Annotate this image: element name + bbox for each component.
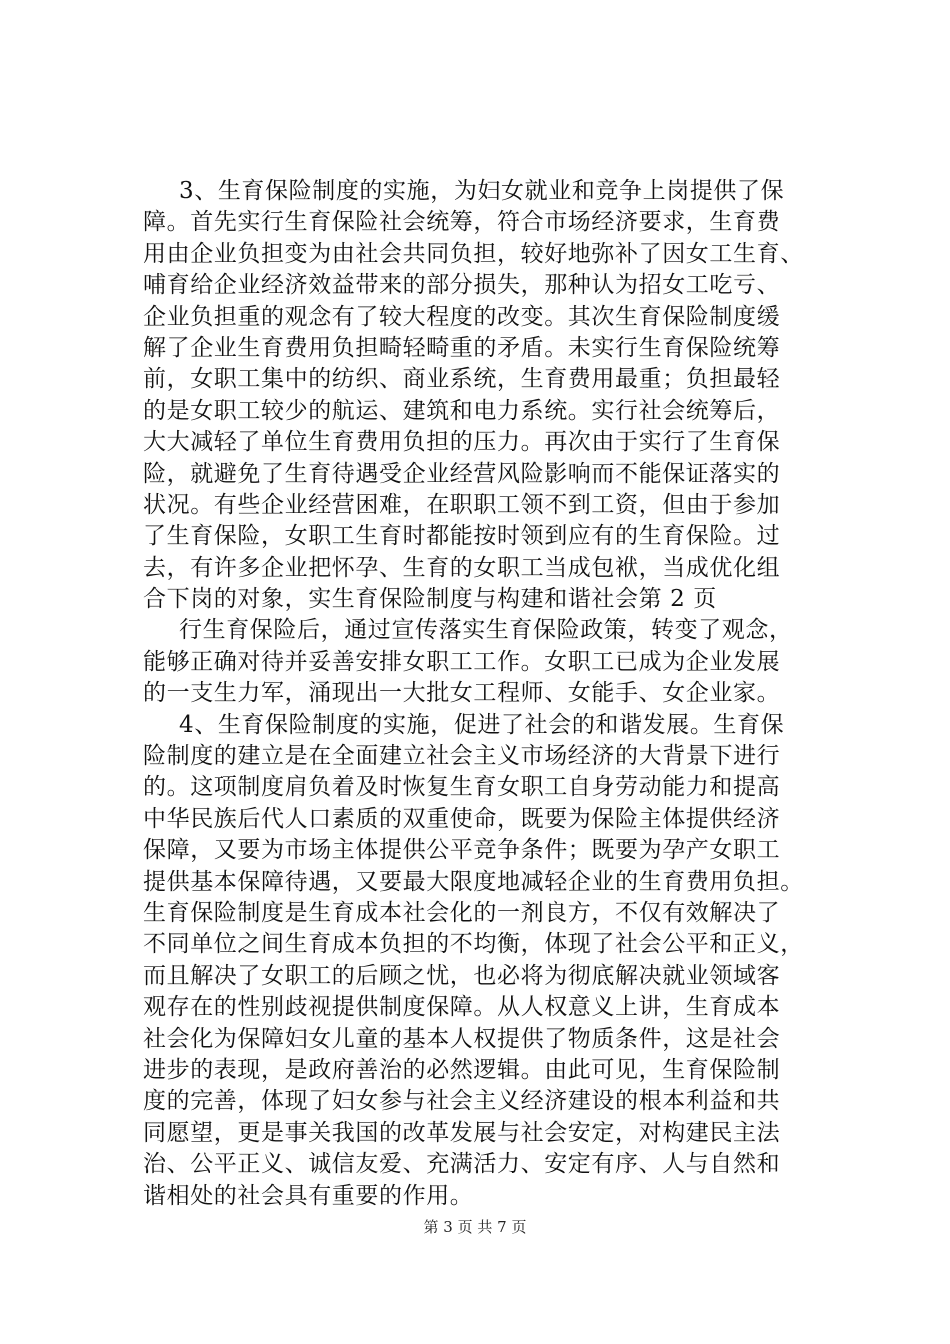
text-line: 险，就避免了生育待遇受企业经营风险影响而不能保证落实的 [143, 460, 781, 487]
text-line: 不同单位之间生育成本负担的不均衡，体现了社会公平和正义， [143, 931, 804, 958]
text-line: 行生育保险后，通过宣传落实生育保险政策，转变了观念， [179, 617, 793, 644]
text-line: 企业负担重的观念有了较大程度的改变。其次生育保险制度缓 [143, 303, 781, 330]
text-line: 险制度的建立是在全面建立社会主义市场经济的大背景下进行 [143, 743, 781, 770]
text-line: 障。首先实行生育保险社会统筹，符合市场经济要求，生育费 [143, 209, 781, 236]
text-line: 哺育给企业经济效益带来的部分损失，那种认为招女工吃亏、 [143, 272, 781, 299]
text-line: 合下岗的对象，实生育保险制度与构建和谐社会第 2 页 [143, 586, 717, 613]
text-line: 前，女职工集中的纺织、商业系统，生育费用最重；负担最轻 [143, 366, 781, 393]
text-line: 社会化为保障妇女儿童的基本人权提供了物质条件，这是社会 [143, 1025, 781, 1052]
text-line: 提供基本保障待遇，又要最大限度地减轻企业的生育费用负担。 [143, 868, 804, 895]
text-line: 能够正确对待并妥善安排女职工工作。女职工已成为企业发展 [143, 648, 781, 675]
text-line: 谐相处的社会具有重要的作用。 [143, 1182, 474, 1209]
text-line: 同愿望，更是事关我国的改革发展与社会安定，对构建民主法 [143, 1119, 781, 1146]
text-line: 保障，又要为市场主体提供公平竞争条件；既要为孕产女职工 [143, 837, 781, 864]
text-line: 进步的表现，是政府善治的必然逻辑。由此可见，生育保险制 [143, 1056, 781, 1083]
page-footer [0, 1217, 950, 1237]
text-line: 而且解决了女职工的后顾之忧，也必将为彻底解决就业领域客 [143, 962, 781, 989]
text-line: 解了企业生育费用负担畸轻畸重的矛盾。未实行生育保险统筹 [143, 334, 781, 361]
text-line: 的。这项制度肩负着及时恢复生育女职工自身劳动能力和提高 [143, 774, 781, 801]
text-line: 3、生育保险制度的实施，为妇女就业和竞争上岗提供了保 [179, 178, 785, 204]
text-line: 去，有许多企业把怀孕、生育的女职工当成包袱，当成优化组 [143, 554, 781, 581]
text-line: 的一支生力军，涌现出一大批女工程师、女能手、女企业家。 [143, 680, 781, 707]
text-line: 用由企业负担变为由社会共同负担，较好地弥补了因女工生育、 [143, 240, 804, 267]
text-line: 观存在的性别歧视提供制度保障。从人权意义上讲，生育成本 [143, 994, 781, 1021]
text-line: 状况。有些企业经营困难，在职职工领不到工资，但由于参加 [143, 491, 781, 518]
page-number-label: 第 3 页 共 7 页 [423, 1218, 527, 1236]
text-line: 中华民族后代人口素质的双重使命，既要为保险主体提供经济 [143, 805, 781, 832]
document-body [143, 176, 815, 1212]
text-line: 4、生育保险制度的实施，促进了社会的和谐发展。生育保 [179, 711, 785, 738]
text-line: 大大减轻了单位生育费用负担的压力。再次由于实行了生育保 [143, 429, 781, 456]
text-line: 了生育保险，女职工生育时都能按时领到应有的生育保险。过 [143, 523, 781, 550]
text-line: 治、公平正义、诚信友爱、充满活力、安定有序、人与自然和 [143, 1151, 781, 1178]
text-line: 的是女职工较少的航运、建筑和电力系统。实行社会统筹后， [143, 397, 781, 424]
text-line: 生育保险制度是生育成本社会化的一剂良方，不仅有效解决了 [143, 899, 781, 926]
text-line: 度的完善，体现了妇女参与社会主义经济建设的根本利益和共 [143, 1088, 781, 1115]
